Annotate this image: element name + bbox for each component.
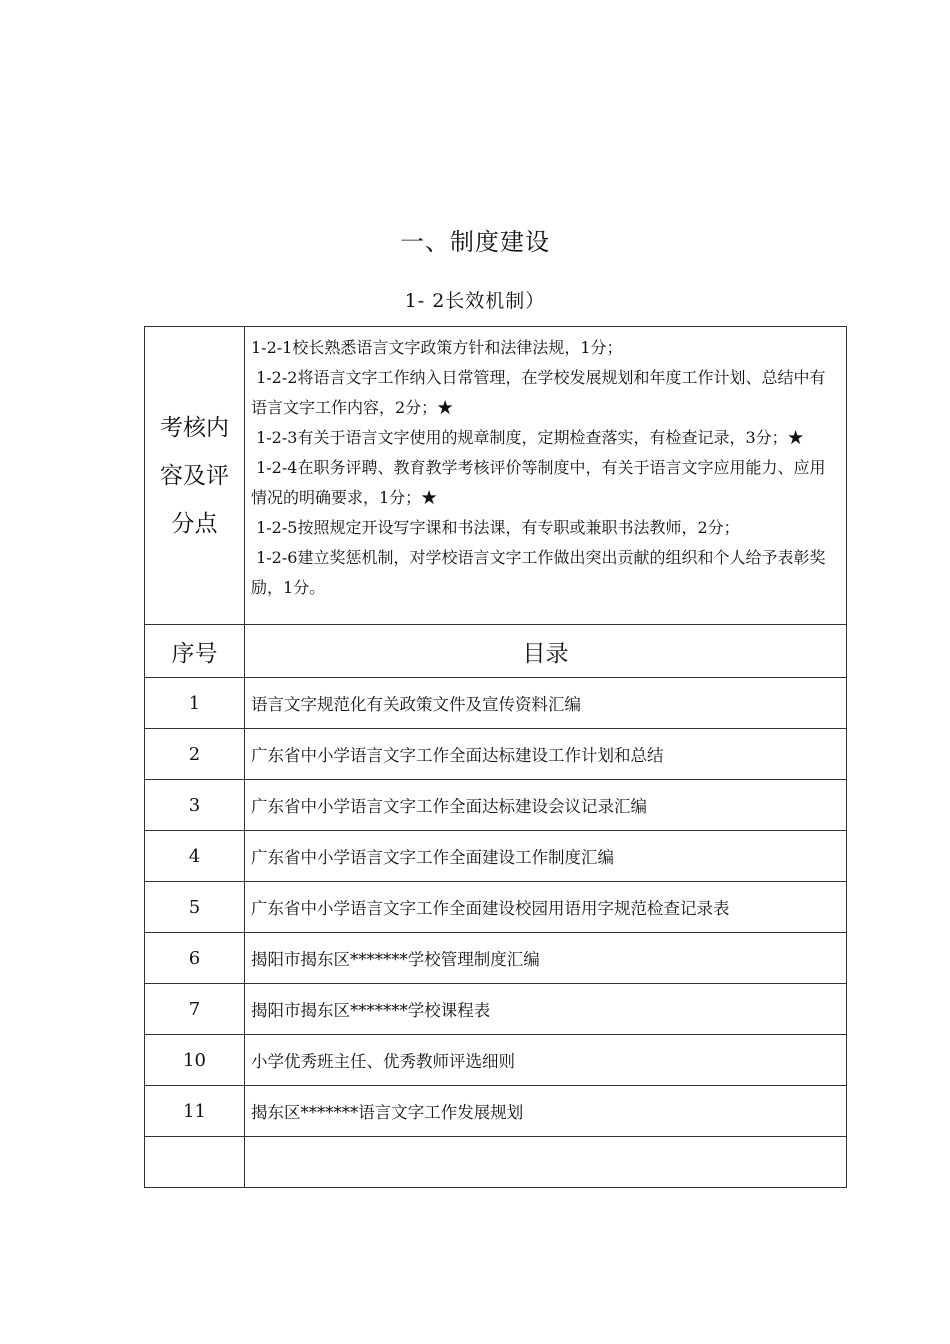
section-subtitle: 1- 2长效机制） [404, 290, 546, 312]
row-item: 语言文字规范化有关政策文件及宣传资料汇编 [245, 678, 847, 729]
row-item: 广东省中小学语言文字工作全面达标建设会议记录汇编 [245, 780, 847, 831]
criteria-item: 1-2-6建立奖惩机制，对学校语言文字工作做出突出贡献的组织和个人给予表彰奖励，1分。 [251, 548, 826, 597]
row-number: 2 [145, 729, 245, 780]
table-row-empty [145, 1137, 847, 1188]
header-catalog: 目录 [245, 625, 847, 678]
row-item: 小学优秀班主任、优秀教师评选细则 [245, 1035, 847, 1086]
row-item: 广东省中小学语言文字工作全面建设工作制度汇编 [245, 831, 847, 882]
criteria-item: 1-2-4在职务评聘、教育教学考核评价等制度中，有关于语言文字应用能力、应用情况的明确要求，1分；★ [251, 458, 826, 507]
page-title: 一、制度建设 [400, 228, 550, 256]
criteria-item: 1-2-2将语言文字工作纳入日常管理，在学校发展规划和年度工作计划、总结中有语言文字工作内容，2分；★ [251, 368, 826, 417]
row-number: 3 [145, 780, 245, 831]
table-row [145, 831, 847, 882]
row-number: 10 [145, 1035, 245, 1086]
table-row [145, 984, 847, 1035]
row-number: 11 [145, 1086, 245, 1137]
row-number: 1 [145, 678, 245, 729]
criteria-content [245, 327, 847, 625]
criteria-row [145, 327, 847, 625]
table-header-row [145, 625, 847, 678]
table-row [145, 729, 847, 780]
table-row [145, 1086, 847, 1137]
row-item: 广东省中小学语言文字工作全面建设校园用语用字规范检查记录表 [245, 882, 847, 933]
row-number: 6 [145, 933, 245, 984]
table-row [145, 933, 847, 984]
table-row [145, 780, 847, 831]
row-item: 揭阳市揭东区*******学校管理制度汇编 [245, 933, 847, 984]
criteria-item: 1-2-5按照规定开设写字课和书法课，有专职或兼职书法教师，2分； [251, 518, 740, 537]
header-num: 序号 [145, 625, 245, 678]
table-row [145, 1035, 847, 1086]
row-item: 广东省中小学语言文字工作全面达标建设工作计划和总结 [245, 729, 847, 780]
criteria-label: 考核内容及评分点 [160, 414, 229, 537]
criteria-label-cell [145, 327, 245, 625]
row-number: 5 [145, 882, 245, 933]
catalog-table [144, 326, 847, 1188]
row-item [245, 1137, 847, 1188]
row-number: 4 [145, 831, 245, 882]
table-row [145, 678, 847, 729]
row-number: 7 [145, 984, 245, 1035]
table-row [145, 882, 847, 933]
row-number [145, 1137, 245, 1188]
criteria-item: 1-2-3有关于语言文字使用的规章制度，定期检查落实，有检查记录，3分；★ [251, 428, 804, 447]
row-item: 揭阳市揭东区*******学校课程表 [245, 984, 847, 1035]
criteria-item: 1-2-1校长熟悉语言文字政策方针和法律法规，1分； [251, 338, 623, 357]
row-item: 揭东区*******语言文字工作发展规划 [245, 1086, 847, 1137]
